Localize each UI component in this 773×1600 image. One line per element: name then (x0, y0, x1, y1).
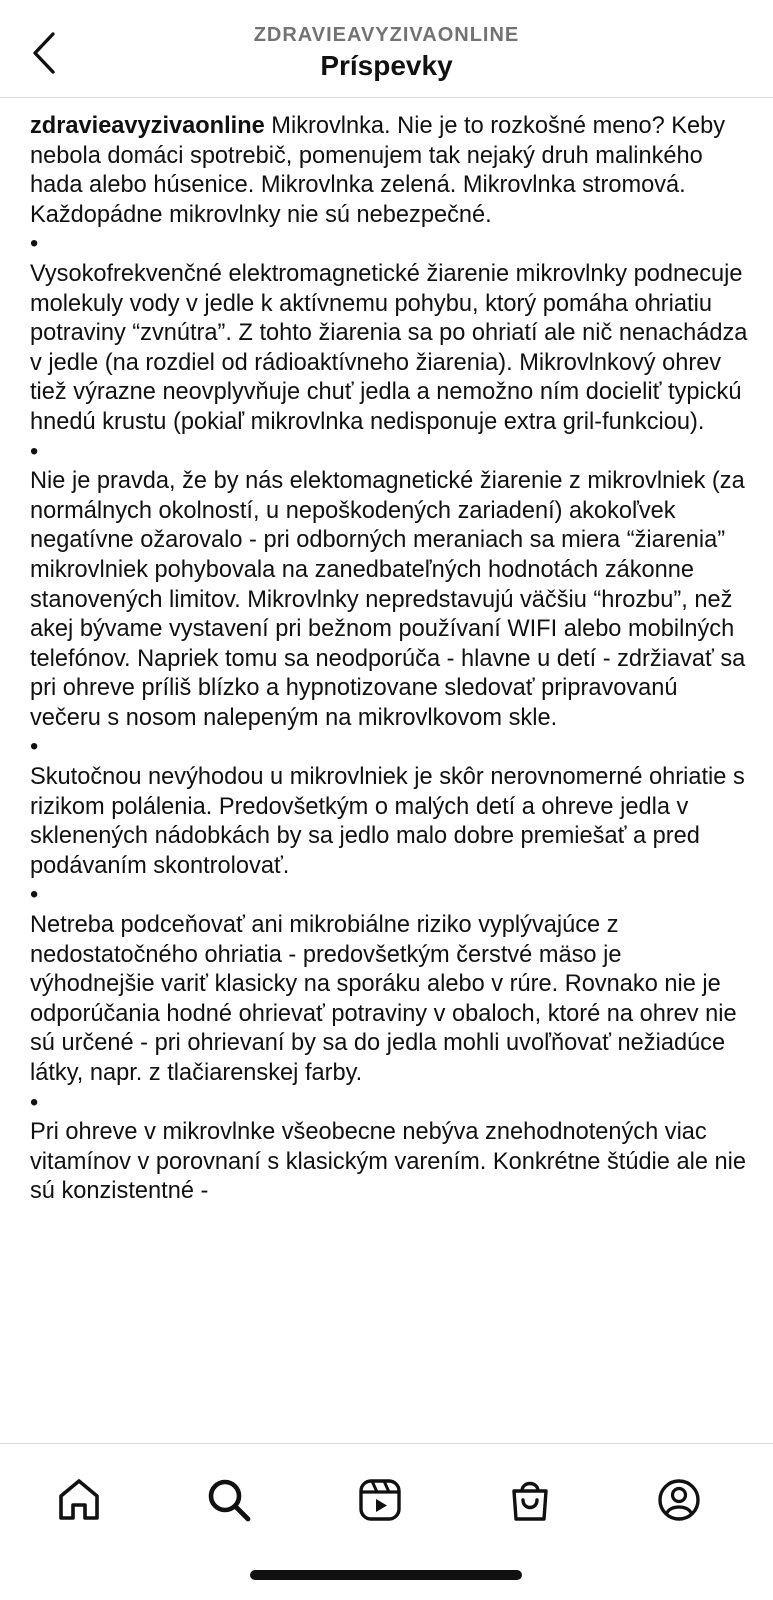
top-bar (0, 0, 773, 98)
reels-icon (357, 1477, 403, 1523)
caption-intro (30, 112, 748, 201)
bullet-separator: • (30, 438, 39, 465)
home-icon (56, 1477, 102, 1523)
caption-text: Každopádne mikrovlnky nie sú nebezpečné. (30, 201, 492, 228)
bullet-separator: • (30, 882, 39, 909)
shop-icon (507, 1477, 553, 1523)
post-caption (30, 112, 748, 1442)
tab-profile[interactable] (651, 1472, 707, 1528)
username-link[interactable]: zdravieavyzivaonline (30, 113, 265, 139)
bullet-separator: • (30, 734, 39, 761)
page-title: Príspevky (320, 50, 453, 81)
profile-icon (656, 1477, 702, 1523)
tab-search[interactable] (201, 1472, 257, 1528)
caption-text: Mikrovlnka. Nie je to rozkošné meno? Keby nebola domáci spotrebič, pomenujem tak nejaký druh malinkého hada alebo húsenice. Mikrovlnka zelená. Mikrovlnka stromová. (30, 113, 726, 199)
bullet-separator: • (30, 231, 39, 258)
search-icon (206, 1477, 252, 1523)
tab-shop[interactable] (502, 1472, 558, 1528)
bullet-separator: • (30, 1089, 39, 1116)
caption-paragraph: Vysokofrekvenčné elektromagnetické žiarenie mikrovlnky podnecuje molekuly vody v jedle k aktívnemu pohybu, ktorý pomáha ohriatiu potraviny “zvnútra”. Z tohto žiarenia sa po ohriatí ale nič nenachádza v jedle (na rozdiel od rádioaktívneho žiarenia). Mikrovlnkový ohrev tiež výrazne neovplyvňuje chuť jedla a nemožno ním docieliť typickú hnedú krustu (pokiaľ mikrovlnka nedisponuje extra gril-funkciou). (30, 260, 748, 435)
caption-paragraph: Skutočnou nevýhodou u mikrovlniek je skôr nerovnomerné ohriatie s rizikom polálenia. Predovšetkým o malých detí a ohreve jedla v sklenených nádobkách by sa jedlo malo dobre premiešať a pred podávaním skontrolovať. (30, 764, 745, 879)
tab-reels[interactable] (352, 1472, 408, 1528)
caption-paragraph: Pri ohreve v mikrovlnke všeobecne nebýva znehodnotených viac vitamínov v porovnaní s klasickým varením. Konkrétne štúdie ale nie sú konzistentné - (30, 1119, 747, 1205)
caption-paragraph: Nie je pravda, že by nás elektomagnetické žiarenie z mikrovlniek (za normálnych okolností, u nepoškodených zariadení) akokoľvek negatívne ožarovalo - pri odborných meraniach sa miera “žiarenia” mikrovlniek pohybovala na zanedbateľných hodnotách zákonne stanovených limitov. Mikrovlnky nepredstavujú väčšiu “hrozbu”, než akej bývame vystavení pri bežnom používaní WIFI alebo mobilných telefónov. Napriek tomu sa neodporúča - hlavne u detí - zdržiavať sa pri ohreve príliš blízko a hypnotizovane sledovať pripravovanú večeru s nosom nalepeným na mikrovlkovom skle. (30, 468, 746, 731)
tab-home[interactable] (51, 1472, 107, 1528)
caption-paragraph: Netreba podceňovať ani mikrobiálne riziko vyplývajúce z nedostatočného ohriatia - predovšetkým čerstvé mäso je výhodnejšie variť klasicky na sporáku alebo v rúre. Rovnako nie je odporúčania hodné ohrievať potraviny v obaloch, ktoré na ohrev nie sú určené - pri ohrievaní by sa do jedla mohli uvoľňovať nežiadúce látky, napr. z tlačiarenskej farby. (30, 912, 737, 1086)
home-indicator (250, 1570, 522, 1580)
account-name: ZDRAVIEAVYZIVAONLINE (253, 24, 520, 46)
